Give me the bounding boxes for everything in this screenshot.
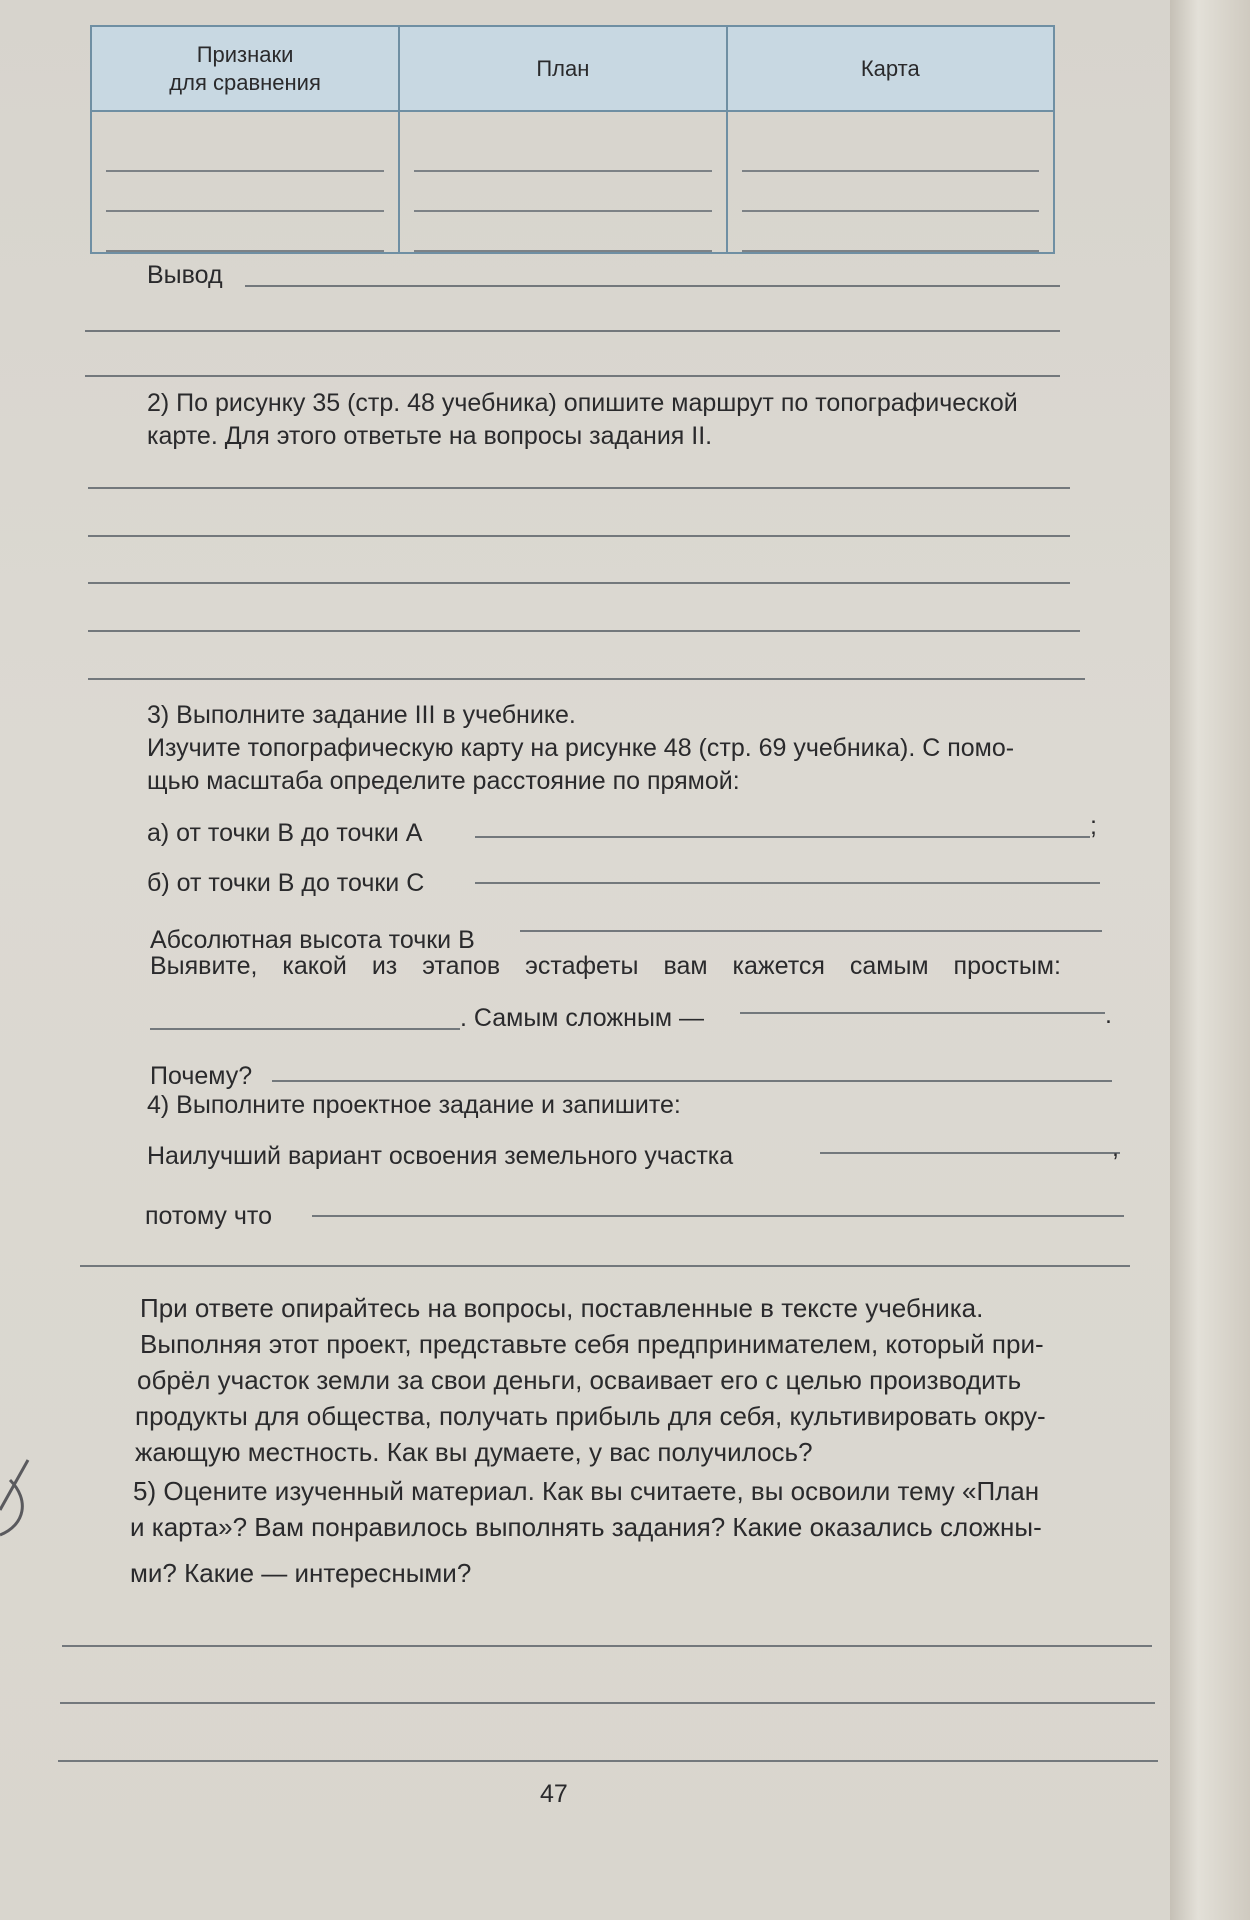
task4-text-line: Выполняя этот проект, представьте себя предпринимателем, который при- bbox=[140, 1329, 1044, 1359]
task2-text-line: 2) По рисунку 35 (стр. 48 учебника) опишите маршрут по топографической bbox=[147, 389, 1018, 417]
conclusion-answer-line[interactable] bbox=[245, 285, 1060, 287]
task3-text-line: Изучите топографическую карту на рисунке 48 (стр. 69 учебника). С помо- bbox=[147, 734, 1015, 762]
task3-absolute-height: Абсолютная высота точки В bbox=[150, 926, 475, 954]
task3-item-a-end: ; bbox=[1090, 812, 1097, 840]
task4-answer-line[interactable] bbox=[80, 1265, 1130, 1267]
task4-best-end: , bbox=[1112, 1134, 1119, 1162]
task5-text-line: 5) Оцените изученный материал. Как вы считаете, вы освоили тему «План bbox=[133, 1476, 1040, 1506]
pencil-mark bbox=[0, 1440, 40, 1540]
task4-because-label: потому что bbox=[145, 1202, 272, 1230]
table-cell-plan[interactable] bbox=[399, 111, 726, 253]
table-cell-criteria[interactable] bbox=[91, 111, 399, 253]
task3-item-b: б) от точки В до точки С bbox=[147, 869, 425, 897]
page-number: 47 bbox=[540, 1780, 568, 1808]
comparison-table bbox=[90, 25, 1055, 254]
task2-text-line: карте. Для этого ответьте на вопросы задания II. bbox=[147, 422, 713, 450]
task5-answer-line[interactable] bbox=[58, 1760, 1158, 1762]
task3-title: 3) Выполните задание III в учебнике. bbox=[147, 701, 576, 729]
task4-text-line: обрёл участок земли за свои деньги, осваивает его с целью производить bbox=[137, 1365, 1022, 1395]
task5-answer-line[interactable] bbox=[62, 1645, 1152, 1647]
conclusion-label: Вывод bbox=[147, 261, 223, 289]
book-spine bbox=[1170, 0, 1250, 1920]
task4-answer-best[interactable] bbox=[820, 1152, 1120, 1154]
conclusion-answer-line[interactable] bbox=[85, 330, 1060, 332]
task3-why-label: Почему? bbox=[150, 1062, 253, 1090]
table-header-criteria: Признаки для сравнения bbox=[91, 26, 399, 111]
task2-answer-line[interactable] bbox=[88, 630, 1080, 632]
task2-answer-line[interactable] bbox=[88, 535, 1070, 537]
task4-text-line: жающую местность. Как вы думаете, у вас получилось? bbox=[135, 1437, 813, 1467]
task4-text-line: При ответе опирайтесь на вопросы, поставленные в тексте учебника. bbox=[140, 1293, 984, 1323]
task3-text-line: щью масштаба определите расстояние по прямой: bbox=[147, 767, 740, 795]
table-row bbox=[91, 111, 1054, 253]
task3-answer-absolute-height[interactable] bbox=[520, 930, 1102, 932]
task2-answer-line[interactable] bbox=[88, 487, 1070, 489]
task4-text-line: продукты для общества, получать прибыль для себя, культивировать окру- bbox=[135, 1401, 1046, 1431]
task2-answer-line[interactable] bbox=[88, 678, 1085, 680]
task3-answer-why[interactable] bbox=[272, 1080, 1112, 1082]
task3-answer-simplest[interactable] bbox=[150, 1028, 460, 1030]
task4-best-label: Наилучший вариант освоения земельного участка bbox=[147, 1142, 734, 1170]
task5-text-line: ми? Какие — интересными? bbox=[130, 1558, 472, 1588]
task3-hardest-label: . Самым сложным — bbox=[460, 1004, 705, 1032]
task3-hardest-end: . bbox=[1105, 1001, 1112, 1029]
task5-answer-line[interactable] bbox=[60, 1702, 1155, 1704]
table-header-row bbox=[91, 26, 1054, 111]
task4-title: 4) Выполните проектное задание и запишите: bbox=[147, 1091, 681, 1119]
task5-text-line: и карта»? Вам понравилось выполнять задания? Какие оказались сложны- bbox=[130, 1512, 1042, 1542]
table-header-plan: План bbox=[399, 26, 726, 111]
task3-relay-question: Выявите, какой из этапов эстафеты вам кажется самым простым: bbox=[150, 952, 1061, 980]
task3-answer-a[interactable] bbox=[475, 836, 1090, 838]
table-header-map: Карта bbox=[727, 26, 1054, 111]
task3-answer-hardest[interactable] bbox=[740, 1012, 1105, 1014]
table-cell-map[interactable] bbox=[727, 111, 1054, 253]
task4-answer-because[interactable] bbox=[312, 1215, 1124, 1217]
task3-item-a: а) от точки В до точки А bbox=[147, 819, 423, 847]
conclusion-answer-line[interactable] bbox=[85, 375, 1060, 377]
task3-answer-b[interactable] bbox=[475, 882, 1100, 884]
task2-answer-line[interactable] bbox=[88, 582, 1070, 584]
